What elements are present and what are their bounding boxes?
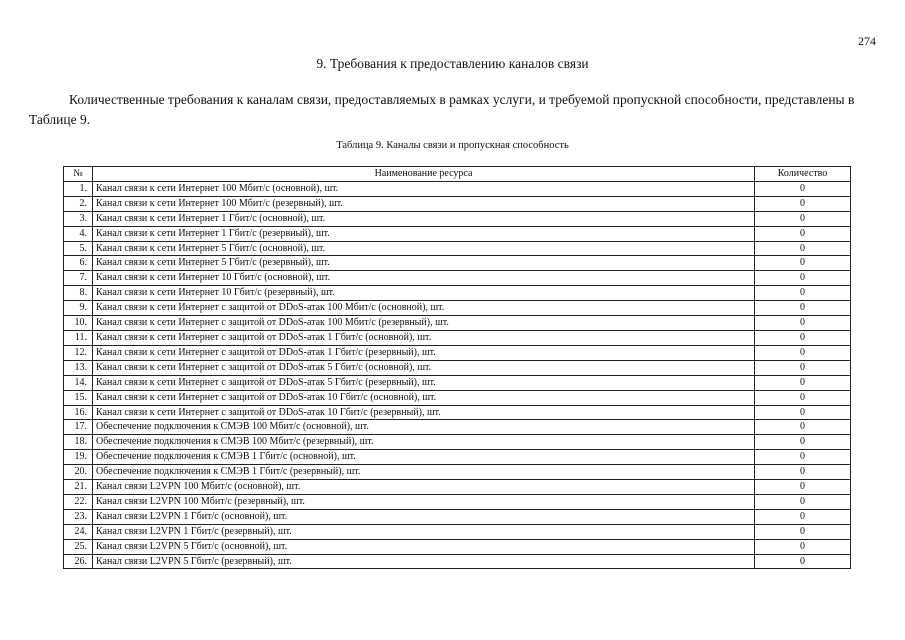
- row-number-cell: 22.: [64, 494, 93, 509]
- quantity-cell: 0: [755, 360, 851, 375]
- quantity-cell: 0: [755, 405, 851, 420]
- row-number-cell: 8.: [64, 286, 93, 301]
- row-number-cell: 21.: [64, 480, 93, 495]
- resource-name-cell: Канал связи к сети Интернет 100 Мбит/с (основной), шт.: [93, 181, 755, 196]
- page-number: 274: [858, 34, 876, 48]
- row-number-cell: 2.: [64, 196, 93, 211]
- resource-name-cell: Канал связи к сети Интернет 1 Гбит/с (резервный), шт.: [93, 226, 755, 241]
- header-number: №: [64, 167, 93, 182]
- resource-name-cell: Канал связи к сети Интернет 10 Гбит/с (резервный), шт.: [93, 286, 755, 301]
- quantity-cell: 0: [755, 524, 851, 539]
- row-number-cell: 7.: [64, 271, 93, 286]
- quantity-cell: 0: [755, 465, 851, 480]
- resource-name-cell: Канал связи к сети Интернет с защитой от DDoS-атак 5 Гбит/с (основной), шт.: [93, 360, 755, 375]
- quantity-cell: 0: [755, 390, 851, 405]
- intro-paragraph: Количественные требования к каналам связи, предоставляемых в рамках услуги, и требуемой пропускной способности, представлены в Таблице 9.: [29, 92, 855, 127]
- row-number-cell: 13.: [64, 360, 93, 375]
- row-number-cell: 26.: [64, 554, 93, 569]
- resource-name-cell: Канал связи L2VPN 100 Мбит/с (основной), шт.: [93, 480, 755, 495]
- table-row: [64, 524, 851, 539]
- quantity-cell: 0: [755, 196, 851, 211]
- resource-name-cell: Канал связи к сети Интернет 5 Гбит/с (резервный), шт.: [93, 256, 755, 271]
- quantity-cell: 0: [755, 480, 851, 495]
- resource-name-cell: Обеспечение подключения к СМЭВ 100 Мбит/с (резервный), шт.: [93, 435, 755, 450]
- resource-name-cell: Канал связи к сети Интернет 10 Гбит/с (основной), шт.: [93, 271, 755, 286]
- row-number-cell: 5.: [64, 241, 93, 256]
- table-row: [64, 241, 851, 256]
- resource-name-cell: Канал связи к сети Интернет с защитой от DDoS-атак 10 Гбит/с (резервный), шт.: [93, 405, 755, 420]
- quantity-cell: 0: [755, 494, 851, 509]
- row-number-cell: 12.: [64, 345, 93, 360]
- table-row: [64, 405, 851, 420]
- row-number-cell: 1.: [64, 181, 93, 196]
- header-quantity: Количество: [755, 167, 851, 182]
- table-row: [64, 480, 851, 495]
- quantity-cell: 0: [755, 316, 851, 331]
- quantity-cell: 0: [755, 286, 851, 301]
- section-heading: 9. Требования к предоставлению каналов связи: [316, 56, 589, 71]
- row-number-cell: 10.: [64, 316, 93, 331]
- table-row: [64, 316, 851, 331]
- table-row: [64, 286, 851, 301]
- table-row: [64, 196, 851, 211]
- row-number-cell: 23.: [64, 509, 93, 524]
- row-number-cell: 11.: [64, 330, 93, 345]
- header-resource-name: Наименование ресурса: [93, 167, 755, 182]
- table-row: [64, 420, 851, 435]
- resource-name-cell: Обеспечение подключения к СМЭВ 1 Гбит/с (основной), шт.: [93, 450, 755, 465]
- quantity-cell: 0: [755, 345, 851, 360]
- resource-name-cell: Канал связи L2VPN 100 Мбит/с (резервный), шт.: [93, 494, 755, 509]
- resource-name-cell: Канал связи L2VPN 5 Гбит/с (резервный), шт.: [93, 554, 755, 569]
- quantity-cell: 0: [755, 226, 851, 241]
- resource-name-cell: Канал связи L2VPN 5 Гбит/с (основной), шт.: [93, 539, 755, 554]
- row-number-cell: 4.: [64, 226, 93, 241]
- quantity-cell: 0: [755, 301, 851, 316]
- row-number-cell: 24.: [64, 524, 93, 539]
- quantity-cell: 0: [755, 554, 851, 569]
- quantity-cell: 0: [755, 330, 851, 345]
- resource-name-cell: Канал связи к сети Интернет 1 Гбит/с (основной), шт.: [93, 211, 755, 226]
- table-row: [64, 181, 851, 196]
- quantity-cell: 0: [755, 241, 851, 256]
- quantity-cell: 0: [755, 181, 851, 196]
- table-row: [64, 345, 851, 360]
- table-row: [64, 211, 851, 226]
- row-number-cell: 15.: [64, 390, 93, 405]
- row-number-cell: 6.: [64, 256, 93, 271]
- table-row: [64, 271, 851, 286]
- quantity-cell: 0: [755, 211, 851, 226]
- resource-name-cell: Обеспечение подключения к СМЭВ 100 Мбит/с (основной), шт.: [93, 420, 755, 435]
- quantity-cell: 0: [755, 271, 851, 286]
- resource-name-cell: Канал связи к сети Интернет с защитой от DDoS-атак 10 Гбит/с (основной), шт.: [93, 390, 755, 405]
- quantity-cell: 0: [755, 256, 851, 271]
- table-row: [64, 375, 851, 390]
- row-number-cell: 18.: [64, 435, 93, 450]
- resource-name-cell: Канал связи L2VPN 1 Гбит/с (основной), шт.: [93, 509, 755, 524]
- resource-name-cell: Канал связи к сети Интернет с защитой от DDoS-атак 100 Мбит/с (резервный), шт.: [93, 316, 755, 331]
- resource-name-cell: Канал связи к сети Интернет 100 Мбит/с (резервный), шт.: [93, 196, 755, 211]
- table-row: [64, 494, 851, 509]
- row-number-cell: 20.: [64, 465, 93, 480]
- resource-name-cell: Канал связи к сети Интернет с защитой от DDoS-атак 1 Гбит/с (резервный), шт.: [93, 345, 755, 360]
- table-row: [64, 390, 851, 405]
- row-number-cell: 17.: [64, 420, 93, 435]
- table-row: [64, 539, 851, 554]
- channels-table: [63, 166, 851, 569]
- resource-name-cell: Канал связи к сети Интернет с защитой от DDoS-атак 100 Мбит/с (основной), шт.: [93, 301, 755, 316]
- resource-name-cell: Канал связи к сети Интернет с защитой от DDoS-атак 5 Гбит/с (резервный), шт.: [93, 375, 755, 390]
- table-caption: Таблица 9. Каналы связи и пропускная способность: [336, 140, 569, 151]
- row-number-cell: 16.: [64, 405, 93, 420]
- table-row: [64, 360, 851, 375]
- quantity-cell: 0: [755, 375, 851, 390]
- table-row: [64, 554, 851, 569]
- table-row: [64, 509, 851, 524]
- row-number-cell: 9.: [64, 301, 93, 316]
- table-row: [64, 465, 851, 480]
- row-number-cell: 3.: [64, 211, 93, 226]
- quantity-cell: 0: [755, 450, 851, 465]
- resource-name-cell: Обеспечение подключения к СМЭВ 1 Гбит/с (резервный), шт.: [93, 465, 755, 480]
- quantity-cell: 0: [755, 539, 851, 554]
- row-number-cell: 19.: [64, 450, 93, 465]
- table-header-row: [64, 167, 851, 182]
- table-row: [64, 450, 851, 465]
- resource-name-cell: Канал связи к сети Интернет с защитой от DDoS-атак 1 Гбит/с (основной), шт.: [93, 330, 755, 345]
- table-row: [64, 435, 851, 450]
- resource-name-cell: Канал связи к сети Интернет 5 Гбит/с (основной), шт.: [93, 241, 755, 256]
- table-row: [64, 301, 851, 316]
- table-row: [64, 256, 851, 271]
- row-number-cell: 14.: [64, 375, 93, 390]
- table-row: [64, 330, 851, 345]
- table-body: [64, 181, 851, 569]
- table-row: [64, 226, 851, 241]
- quantity-cell: 0: [755, 509, 851, 524]
- resource-name-cell: Канал связи L2VPN 1 Гбит/с (резервный), шт.: [93, 524, 755, 539]
- quantity-cell: 0: [755, 435, 851, 450]
- quantity-cell: 0: [755, 420, 851, 435]
- row-number-cell: 25.: [64, 539, 93, 554]
